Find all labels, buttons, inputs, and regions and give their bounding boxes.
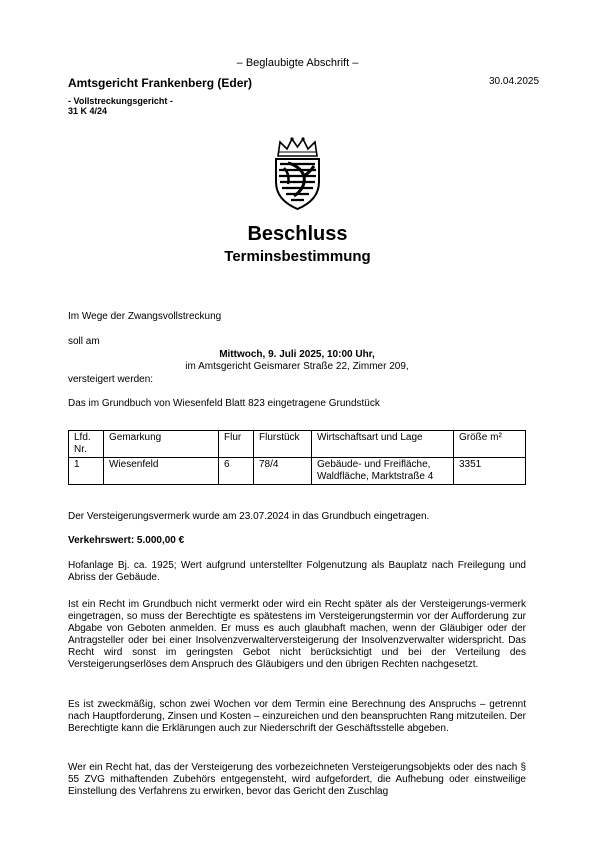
table-cell: Gebäude- und Freifläche, Waldfläche, Marktstraße 4 [312,458,454,485]
intro-text: Im Wege der Zwangsvollstreckung [68,311,222,322]
table-header: Flur [219,431,254,458]
paragraph-rights-registration: Ist ein Recht im Grundbuch nicht vermerkt oder wird ein Recht später als der Versteigerungs-vermerk eingetragen, so muss der Berechtigte es spätestens im Versteigerungstermin vor der Aufforderung zur Abgabe von Geboten anmelden. Er muss es auch glaubhaft machen, wenn der Gläubiger oder der Antragsteller oder bei einer Insolvenzverwalterversteigerung der Insolvenzverwalter widerspricht. Das Recht wird sonst im geringsten Gebot nicht berücksichtigt und bei der Verteilung des Versteigerungserlöses dem Anspruch des Gläubigers und den übrigen Rechten nachgesetzt. [68,599,526,670]
court-department: - Vollstreckungsgericht - [68,96,173,106]
table-header: Flurstück [254,431,312,458]
property-table [68,430,526,485]
table-header: Lfd. Nr. [69,431,104,458]
paragraph-claim-calculation: Es ist zweckmäßig, schon zwei Wochen vor dem Termin eine Berechnung des Anspruchs – getrennt nach Hauptforderung, Zinsen und Kosten – einzureichen und den beanspruchten Rang mitzuteilen. Der Berechtigte kann die Erklärungen auch zur Niederschrift der Geschäftsstelle abgeben. [68,699,526,734]
court-name: Amtsgericht Frankenberg (Eder) [68,76,253,90]
grundbuch-text: Das im Grundbuch von Wiesenfeld Blatt 823 eingetragene Grundstück [68,398,380,409]
document-title: Beschluss [247,223,348,245]
table-header: Wirtschaftsart und Lage [312,431,454,458]
table-cell: 3351 [454,458,526,485]
table-cell: 1 [69,458,104,485]
vermerk-text: Der Versteigerungsvermerk wurde am 23.07.2024 in das Grundbuch eingetragen. [68,511,430,522]
file-number: 31 K 4/24 [68,106,108,116]
table-cell: Wiesenfeld [104,458,219,485]
table-cell: 6 [219,458,254,485]
table-row [69,458,526,485]
table-header: Größe m² [454,431,526,458]
paragraph-description: Hofanlage Bj. ca. 1925; Wert aufgrund unterstellter Folgenutzung als Bauplatz nach Freilegung und Abriss der Gebäude. [68,560,526,583]
versteigert-text: versteigert werden: [68,374,154,385]
auction-date-time: Mittwoch, 9. Juli 2025, 10:00 Uhr, [219,349,375,360]
soll-am-text: soll am [68,336,100,347]
auction-location: im Amtsgericht Geismarer Straße 22, Zimmer 209, [185,361,409,372]
table-header-row [69,431,526,458]
table-cell: 78/4 [254,458,312,485]
paragraph-opposing-rights: Wer ein Recht hat, das der Versteigerung des vorbezeichneten Versteigerungsobjekts oder des nach § 55 ZVG mithaftenden Zubehörs entgegensteht, wird aufgefordert, die Aufhebung oder einstweilige Einstellung des Verfahrens zu erwirken, bevor das Gericht den Zuschlag [68,762,526,797]
market-value: Verkehrswert: 5.000,00 € [68,535,185,546]
document-subtitle: Terminsbestimmung [224,248,371,265]
hesse-coat-of-arms-icon [270,136,325,211]
certified-copy-label: – Beglaubigte Abschrift – [236,57,359,69]
table-header: Gemarkung [104,431,219,458]
document-date: 30.04.2025 [489,76,540,87]
